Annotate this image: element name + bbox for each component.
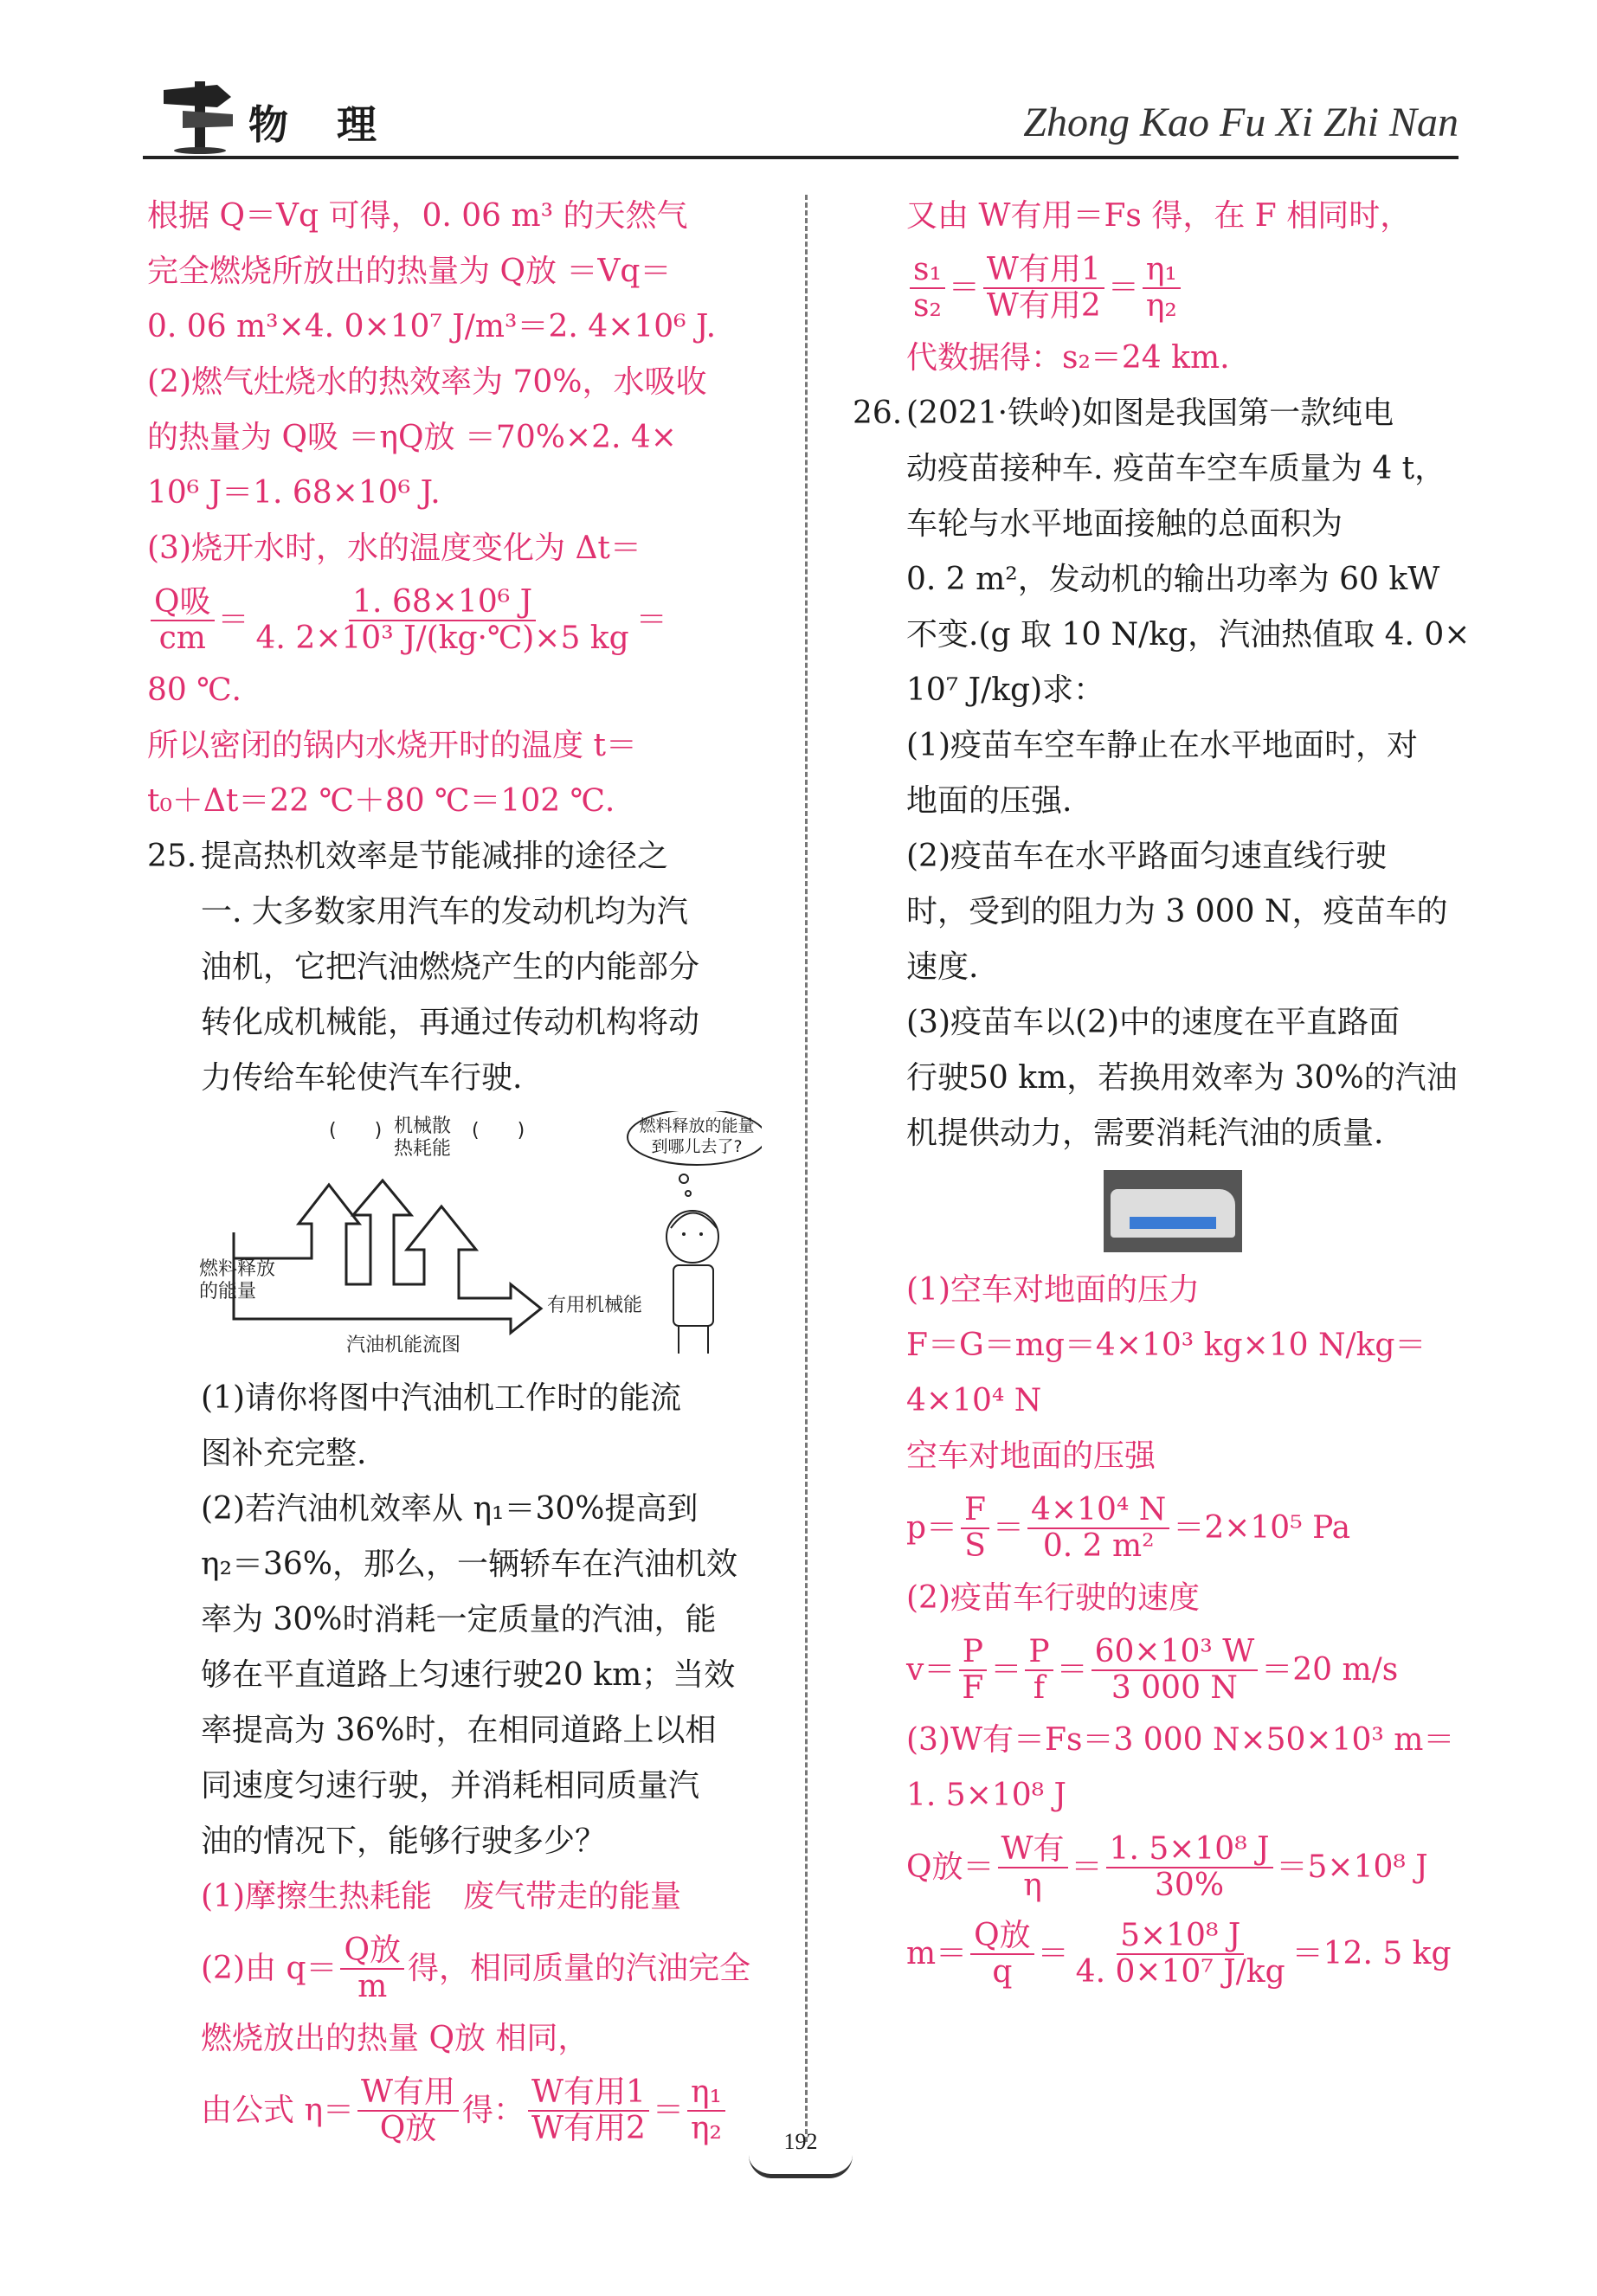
question-text: 动疫苗接种车. 疫苗车空车质量为 4 t， bbox=[906, 451, 1446, 486]
fraction: $\frac{\text{Q放}}{m}$ bbox=[340, 1933, 404, 2004]
answer-line: (1)摩擦生热耗能 废气带走的能量 bbox=[201, 1879, 681, 1914]
question-text: 行驶50 km，若换用效率为 30%的汽油 bbox=[906, 1060, 1458, 1096]
answer-line: 1. 5×10⁸ J bbox=[906, 1778, 1066, 1813]
answer-line: 所以密闭的锅内水烧开时的温度 t＝ bbox=[147, 728, 637, 763]
question-text: (1)疫苗车空车静止在水平地面时，对 bbox=[906, 728, 1418, 763]
question-text: 油机，它把汽油燃烧产生的内能部分 bbox=[201, 949, 700, 985]
fraction: $\frac{P}{f}$ bbox=[1025, 1635, 1053, 1706]
answer-line: 完全燃烧所放出的热量为 Q放 ＝Vq＝ bbox=[147, 254, 672, 289]
question-text: 率为 30%时消耗一定质量的汽油，能 bbox=[201, 1602, 717, 1637]
diagram-caption: 汽油机能流图 bbox=[346, 1335, 461, 1356]
question-text: (3)疫苗车以(2)中的速度在平直路面 bbox=[906, 1005, 1400, 1040]
question-text: 一. 大多数家用汽车的发动机均为汽 bbox=[201, 894, 688, 929]
question-text: (1)请你将图中汽油机工作时的能流 bbox=[201, 1380, 681, 1416]
question-text: 时，受到的阻力为 3 000 N，疫苗车的 bbox=[906, 894, 1448, 929]
answer-line: 0. 06 m³×4. 0×10⁷ J/m³＝2. 4×10⁶ J. bbox=[147, 309, 717, 344]
page-header bbox=[143, 76, 1459, 163]
question-text: 地面的压强. bbox=[906, 783, 1072, 819]
fraction: $\frac{\text{η₁}}{\text{η₂}}$ bbox=[687, 2075, 725, 2146]
answer-line: 根据 Q＝Vq 可得，0. 06 m³ 的天然气 bbox=[147, 198, 688, 234]
fraction: $\frac{\text{s₁}}{\text{s₂}}$ bbox=[910, 253, 945, 324]
answer-formula: 由公式 η＝ $\frac{\text{W有用}}{\text{Q放}}$ 得： $\frac{\text{W有用1}}{\text{W有用2}}$ ＝ $\frac{\text{η₁}}{\text{η₂}}$ bbox=[147, 2067, 770, 2153]
question-text: 率提高为 36%时，在相同道路上以相 bbox=[201, 1713, 717, 1748]
answer-line: (2)疫苗车行驶的速度 bbox=[906, 1580, 1200, 1616]
question-text: 车轮与水平地面接触的总面积为 bbox=[906, 506, 1343, 542]
pressure-formula: p＝ $\frac{F}{S}$ ＝ $\frac{\text{4×10⁴ N}}{\text{0. 2 m²}}$ ＝2×10⁵ Pa bbox=[906, 1492, 1351, 1564]
answer-line: 80 ℃. bbox=[147, 672, 241, 708]
fraction: $\frac{\text{60×10³ W}}{3 000 N}$ bbox=[1091, 1635, 1259, 1706]
heat-formula: Q放＝ $\frac{\text{W有}}{\eta}$ ＝ $\frac{\text{1. 5×10⁸ J}}{30\%}$ ＝5×10⁸ J bbox=[906, 1831, 1428, 1903]
mass-formula: m＝ $\frac{\text{Q放}}{q}$ ＝ $\frac{\text{5×10⁸ J}}{\text{4. 0×10⁷ J/kg}}$ ＝12. 5 kg bbox=[906, 1918, 1452, 1990]
speed-formula: v＝ $\frac{P}{F}$ ＝ $\frac{P}{f}$ ＝ $\frac{\text{60×10³ W}}{3 000 N}$ ＝20 m/s bbox=[906, 1634, 1399, 1706]
fraction: $\frac{\text{W有用}}{\text{Q放}}$ bbox=[357, 2075, 459, 2146]
answer-formula: $\frac{\text{s₁}}{\text{s₂}}$ ＝ $\frac{\text{W有用1}}{\text{W有用2}}$ ＝ $\frac{\text{η₁}}{\text{η₂}}$ bbox=[853, 244, 1463, 331]
fraction: $\frac{P}{F}$ bbox=[958, 1635, 987, 1706]
answer-line: (3)W有＝Fs＝3 000 N×50×10³ m＝ bbox=[906, 1722, 1455, 1758]
fraction: $\frac{\text{4×10⁴ N}}{\text{0. 2 m²}}$ bbox=[1027, 1493, 1169, 1564]
question-text: 油的情况下，能够行驶多少？ bbox=[201, 1823, 607, 1859]
question-text: 图补充完整. bbox=[201, 1436, 367, 1471]
fraction: $\frac{\text{W有用1}}{\text{W有用2}}$ bbox=[528, 2075, 649, 2146]
question-text: η₂＝36%，那么，一辆轿车在汽油机效 bbox=[201, 1547, 738, 1582]
answer-line: F＝G＝mg＝4×10³ kg×10 N/kg＝ bbox=[906, 1328, 1426, 1363]
question-number: 26. bbox=[853, 396, 903, 431]
question-text: 够在平直道路上匀速行驶20 km；当效 bbox=[201, 1657, 736, 1693]
column-divider bbox=[805, 195, 808, 2142]
answer-formula: (2)由 q＝ $\frac{\text{Q放}}{m}$ 得，相同质量的汽油完全 bbox=[201, 1933, 751, 2004]
answer-line: 4×10⁴ N bbox=[906, 1383, 1042, 1418]
energy-blank-1: ( ) bbox=[329, 1120, 383, 1142]
fraction: $\frac{\text{5×10⁸ J}}{\text{4. 0×10⁷ J/kg}}$ bbox=[1075, 1918, 1285, 1990]
energy-flow-diagram bbox=[199, 1111, 762, 1362]
question-25: 25. 提高热机效率是节能减排的途径之 bbox=[147, 829, 770, 884]
page-number-ornament bbox=[749, 2155, 853, 2178]
question-text: 10⁷ J/kg)求： bbox=[906, 672, 1105, 708]
answer-line: t₀＋Δt＝22 ℃＋80 ℃＝102 ℃. bbox=[147, 783, 615, 819]
energy-blank-2: ( ) bbox=[472, 1120, 525, 1142]
answer-line: (3)烧开水时，水的温度变化为 Δt＝ bbox=[147, 531, 641, 566]
fraction: $\frac{\text{Q放}}{q}$ bbox=[970, 1919, 1034, 1990]
signpost-logo-icon bbox=[162, 76, 240, 154]
question-text: 力传给车轮使汽车行驶. bbox=[201, 1060, 523, 1096]
useful-energy-label: 有用机械能 bbox=[547, 1295, 643, 1316]
answer-line: 又由 W有用＝Fs 得，在 F 相同时， bbox=[906, 198, 1412, 234]
child-cartoon bbox=[666, 1211, 718, 1354]
fuel-energy-label: 燃料释放 的能量 bbox=[199, 1258, 276, 1302]
left-column bbox=[147, 189, 770, 2153]
question-26: 26. (2021·铁岭)如图是我国第一款纯电 bbox=[853, 386, 1463, 441]
header-rule bbox=[143, 156, 1459, 159]
question-text: 不变.(g 取 10 N/kg，汽油热值取 4. 0× bbox=[906, 617, 1471, 653]
answer-line: 代数据得：s₂＝24 km. bbox=[906, 340, 1230, 376]
thought-bubble-text: 燃料释放的能量 到哪儿去了? bbox=[639, 1116, 755, 1156]
right-column bbox=[853, 189, 1471, 1997]
answer-line: 10⁶ J＝1. 68×10⁶ J. bbox=[147, 475, 441, 511]
bus-banner bbox=[1130, 1217, 1216, 1229]
book-title-latin: Zhong Kao Fu Xi Zhi Nan bbox=[1023, 100, 1459, 145]
vaccine-bus-photo bbox=[1104, 1170, 1242, 1252]
fraction: $\frac{\text{η₁}}{\text{η₂}}$ bbox=[1143, 253, 1181, 324]
answer-line: 燃烧放出的热量 Q放 相同， bbox=[201, 2021, 589, 2056]
question-text: 同速度匀速行驶，并消耗相同质量汽 bbox=[201, 1768, 700, 1804]
temperature-formula: $\frac{\text{Q吸}}{cm}$ ＝ $\frac{\text{1. 68×10⁶ J}}{\text{4. 2×10³ J/(kg·℃)×5 kg}}$ ＝ bbox=[147, 576, 770, 663]
question-text: (2)若汽油机效率从 η₁＝30%提高到 bbox=[201, 1491, 699, 1527]
mechanical-heat-loss-label: 机械散 热耗能 bbox=[394, 1116, 452, 1160]
question-text: (2)疫苗车在水平路面匀速直线行驶 bbox=[906, 839, 1387, 874]
fraction: $\frac{\text{1. 68×10⁶ J}}{\text{4. 2×10³ J/(kg·℃)×5 kg}}$ bbox=[255, 584, 629, 656]
fraction: $\frac{\text{W有}}{\eta}$ bbox=[998, 1832, 1068, 1903]
subject-title: 物 理 bbox=[248, 101, 395, 148]
page-number: 192 bbox=[783, 2129, 818, 2154]
fraction: $\frac{\text{W有用1}}{\text{W有用2}}$ bbox=[983, 253, 1104, 324]
answer-line: 的热量为 Q吸 ＝ηQ放 ＝70%×2. 4× bbox=[147, 420, 677, 455]
answer-line: 空车对地面的压强 bbox=[906, 1438, 1156, 1474]
question-text: 速度. bbox=[906, 949, 979, 985]
answer-line: (2)燃气灶烧水的热效率为 70%，水吸收 bbox=[147, 364, 707, 400]
fraction: $\frac{\text{Q吸}}{cm}$ bbox=[151, 585, 215, 656]
fraction: $\frac{\text{1. 5×10⁸ J}}{30\%}$ bbox=[1106, 1832, 1273, 1903]
question-number: 25. bbox=[147, 839, 197, 874]
question-text: 机提供动力，需要消耗汽油的质量. bbox=[906, 1116, 1384, 1151]
bus-shape bbox=[1111, 1189, 1235, 1238]
question-text: 转化成机械能，再通过传动机构将动 bbox=[201, 1005, 700, 1040]
question-text: 0. 2 m²，发动机的输出功率为 60 kW bbox=[906, 562, 1440, 597]
answer-line: (1)空车对地面的压力 bbox=[906, 1272, 1200, 1308]
fraction: $\frac{F}{S}$ bbox=[961, 1493, 989, 1564]
